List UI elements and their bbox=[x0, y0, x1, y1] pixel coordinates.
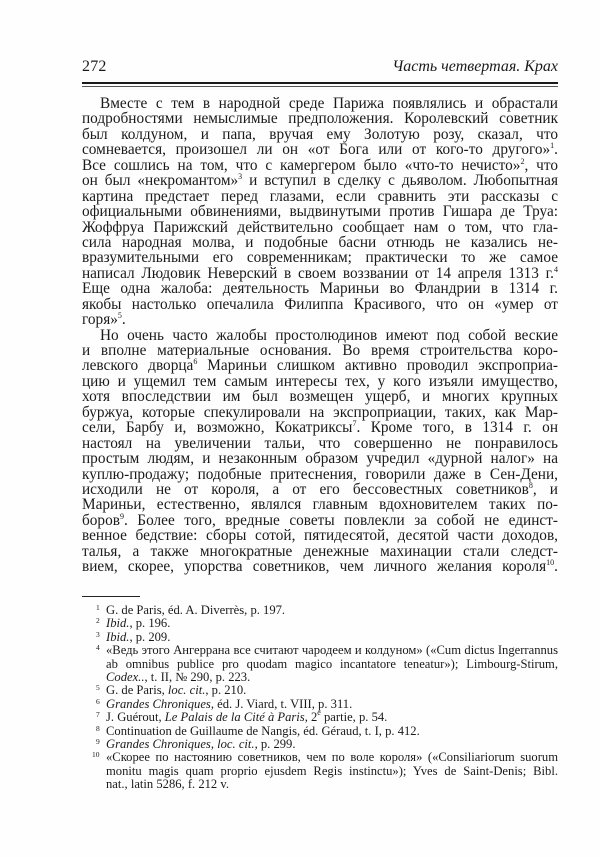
footnote-number: 8 bbox=[96, 723, 100, 733]
text-line: исходили не от короля, а от его бессовестных советников$^8$, и bbox=[82, 480, 558, 498]
footnote-ref[interactable]: 5 bbox=[117, 311, 122, 321]
footnote-3: 3 Ibid., p. 209. bbox=[96, 629, 171, 644]
text-line: талья, а также многократные денежные махинации стали следст- bbox=[82, 542, 558, 560]
footnote-number: 2 bbox=[96, 616, 100, 626]
running-head bbox=[82, 58, 558, 80]
footnote-1: 1 G. de Paris, éd. A. Diverrès, p. 197. bbox=[96, 603, 286, 617]
paragraph bbox=[82, 328, 558, 575]
footnote-9: 9 Grandes Chroniques, loc. cit., p. 299. bbox=[96, 737, 296, 752]
text-line: официальными обвинениями, выдвинутыми против Гишара де Труа: bbox=[82, 203, 558, 221]
paragraph bbox=[82, 96, 558, 328]
footnote-ref[interactable]: 9 bbox=[119, 511, 124, 521]
footnote-8: 8 Continuation de Guillaume de Nangis, éd. Géraud, t. I, p. 412. bbox=[96, 723, 420, 738]
footnote-ref[interactable]: 2 bbox=[520, 156, 525, 166]
footnote-number: 7 bbox=[96, 710, 100, 720]
text-line: простым людям, и незаконным образом учредил «дурной налог» на bbox=[82, 450, 558, 468]
text-line: он был «некромантом»$^3$ и вступил в сделку с дьяволом. Любопытная bbox=[82, 172, 559, 190]
footnotes bbox=[82, 604, 558, 792]
footnote-number: 10 bbox=[92, 750, 100, 760]
text-line: настоял на увеличении тальи, что совершенно не понравилось bbox=[82, 434, 558, 452]
text-line: венное бедствие: сборы сотой, пятидесятой, десятой части доходов, bbox=[82, 527, 558, 545]
text-line: Еще одна жалоба: деятельность Мариньи во Фландрии в 1314 г. bbox=[82, 280, 558, 298]
main-text bbox=[82, 96, 558, 575]
text-line: написал Людовик Неверский в своем воззвании от 14 апреля 1313 г.$^4$ bbox=[82, 264, 558, 282]
footnote-ref[interactable]: 10 bbox=[546, 558, 555, 568]
text-line: и вполне материальные основания. Во время строительства коро- bbox=[82, 342, 558, 359]
footnote-2: 2 Ibid., p. 196. bbox=[96, 616, 171, 631]
footnote-ref[interactable]: 4 bbox=[554, 264, 558, 274]
footnote-number: 9 bbox=[96, 737, 100, 747]
text-line: Все сошлись на том, что с камергером было «что-то нечисто»$^2$, что bbox=[82, 156, 558, 174]
text-line: сели, Барбу и, возможно, Кокатриксы$^7$. Кроме того, в 1314 г. он bbox=[82, 419, 559, 437]
text-line: сомневается, произошел ли он «от Бога или от кого-то другого»$^1$. bbox=[82, 141, 558, 159]
header-rule-thick bbox=[82, 82, 558, 84]
footnote-4: 4 «Ведь этого Ангеррана все считают чародеем и колдуном» («Cum dictus Ingerrannus ab omnibus publice pro quodam magico incantatore teneatur»); Limbourg-Stirum, Codex.., t. II, № 290, p. 223. bbox=[96, 643, 558, 685]
text-line: вразумительными его современникам; практически то же самое bbox=[82, 249, 558, 267]
text-line: Мариньи, естественно, являлся главным вдохновителем таких по- bbox=[82, 496, 558, 514]
footnote-7: 7 J. Guérout, Le Palais de la Cité à Paris, 2e partie, p. 54. bbox=[96, 708, 388, 725]
footnote-ref[interactable]: 8 bbox=[528, 480, 533, 490]
text-line: Жоффруа Парижский действительно сообщает нам о том, что гла- bbox=[82, 218, 558, 236]
footnote-ref[interactable]: 7 bbox=[352, 419, 357, 429]
text-line: якобы настолько опечалила Филиппа Красивого, что он «умер от bbox=[82, 295, 558, 313]
text-line: подробностями немыслимые предположения. Королевский советник bbox=[82, 110, 558, 128]
text-line: Вместе с тем в народной среде Парижа появлялись и обрастали bbox=[100, 95, 558, 112]
text-line: хотя впоследствии им был возмещен ущерб, и многих крупных bbox=[82, 388, 558, 406]
footnote-number: 1 bbox=[96, 603, 100, 612]
footnote-number: 6 bbox=[96, 696, 100, 706]
text-line: боров$^9$. Более того, вредные советы повлекли за собой не единст- bbox=[82, 511, 558, 529]
text-line: сила народная молва, и подобные басни отнюдь не казались не- bbox=[82, 233, 558, 251]
footnote-number: 4 bbox=[96, 643, 100, 653]
footnote-10: 10 «Скорее по настоянию советников, чем по воле короля» («Consiliariorum suorum monitu magis quam proprio ejusdem Regis instinctu»); Yves de Saint-Denis; Bibl. nat., latin 5286, f. 212 v. bbox=[92, 750, 558, 792]
text-line: был колдуном, и папа, вручая ему Золотую розу, сказал, что bbox=[82, 125, 558, 143]
footnote-6: 6 Grandes Chroniques, éd. J. Viard, t. VIII, p. 311. bbox=[96, 696, 353, 711]
footnote-number: 5 bbox=[96, 683, 100, 693]
text-line: вием, скорее, упорства советников, чем личного желания короля$^{10}$. bbox=[82, 558, 558, 576]
footnote-number: 3 bbox=[96, 629, 100, 639]
footnote-5: 5 G. de Paris, loc. cit., p. 210. bbox=[96, 683, 247, 698]
text-line: буржуа, которые спекулировали на экспроприации, таких, как Мар- bbox=[82, 403, 558, 421]
footnote-separator bbox=[82, 596, 140, 597]
text-line: Но очень часто жалобы простолюдинов имеют под собой веские bbox=[100, 326, 558, 344]
text-line: куплю-продажу; подобные притеснения, говорили даже в Сен-Дени, bbox=[82, 465, 558, 483]
running-title: Часть четвертая. Крах bbox=[392, 58, 558, 75]
header-rule-thin bbox=[82, 86, 558, 87]
text-line: цию и ущемил тем самым интересы тех, у кого изъяли имущество, bbox=[82, 372, 558, 390]
page-number: 272 bbox=[82, 58, 107, 75]
footnote-ref[interactable]: 3 bbox=[238, 172, 243, 182]
footnote-ref[interactable]: 1 bbox=[550, 141, 555, 151]
footnote-ref[interactable]: 6 bbox=[193, 357, 198, 367]
text-line: левского дворца$^6$ Мариньи слишком активно проводил экспроприа- bbox=[82, 357, 558, 375]
text-line: картина предстает перед глазами, если сравнить эти рассказы с bbox=[82, 187, 558, 205]
text-line: горя»$^5$. bbox=[82, 311, 126, 329]
